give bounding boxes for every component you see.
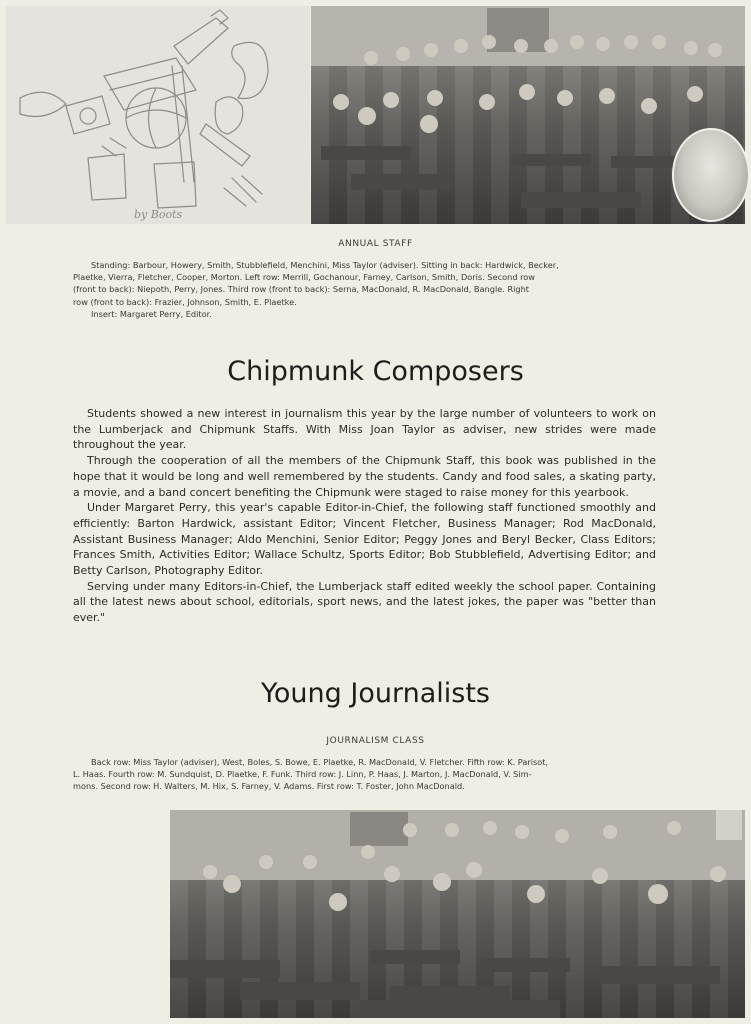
sketch-drawing	[6, 6, 310, 224]
caption-line: Plaetke, Vierra, Fletcher, Cooper, Morton. Left row: Merrill, Gochanour, Farney, Carlson, Smith, Doris. Second row	[73, 272, 536, 283]
classroom-scene	[170, 810, 745, 1018]
annual-staff-caption	[73, 259, 673, 320]
article-paragraph: Serving under many Editors-in-Chief, the Lumberjack staff edited weekly the school paper. Containing all the latest news about school, editorials, sport news, and the latest jokes, the paper was "better than ever."	[73, 579, 656, 625]
annual-staff-heading: ANNUAL STAFF	[338, 239, 413, 249]
journalism-class-photo	[170, 810, 745, 1018]
article-body	[73, 406, 656, 626]
journalism-class-caption	[73, 756, 673, 793]
article-title-young-journalists: Young Journalists	[261, 678, 490, 709]
caption-line: (front to back): Niepoth, Perry, Jones. Third row (front to back): Serna, MacDonald, R. MacDonald, Bangle. Right	[73, 284, 530, 295]
article-paragraph: Under Margaret Perry, this year's capable Editor-in-Chief, the following staff functioned smoothly and efficiently: Barton Hardwick, assistant Editor; Vincent Fletcher, Business Manager; Rod MacDonald, Assistant Business Manager; Aldo Menchini, Senior Editor; Peggy Jones and Beryl Becker, Class Editors; Frances Smith, Activities Editor; Wallace Schultz, Sports Editor; Bob Stubblefield, Advertising Editor; and Betty Carlson, Photography Editor.	[73, 501, 656, 578]
pencil-sketch-artwork	[6, 6, 310, 224]
caption-line: L. Haas. Fourth row: M. Sundquist, D. Plaetke, F. Funk. Third row: J. Linn, P. Haas, J. Marton, J. MacDonald, V. Sim-	[73, 769, 532, 780]
journalism-class-heading: JOURNALISM CLASS	[326, 736, 425, 746]
article-title-chipmunk-composers: Chipmunk Composers	[227, 356, 524, 387]
artist-signature: by Boots	[134, 208, 183, 221]
article-paragraph: Students showed a new interest in journalism this year by the large number of volunteers to work on the Lumberjack and Chipmunk Staffs. With Miss Joan Taylor as adviser, new strides were made throughout the year.	[73, 407, 656, 452]
caption-line: mons. Second row: H. Walters, M. Hix, S. Farney, V. Adams. First row: T. Foster, John MacDonald.	[73, 781, 465, 792]
caption-line: row (front to back): Frazier, Johnson, Smith, E. Plaetke.	[73, 296, 297, 307]
editor-inset-portrait	[672, 128, 750, 222]
caption-line: Insert: Margaret Perry, Editor.	[91, 308, 212, 319]
caption-line: Back row: Miss Taylor (adviser), West, Boles, S. Bowe, E. Plaetke, R. MacDonald, V. Fletcher. Fifth row: K. Parisot,	[91, 757, 549, 767]
article-paragraph: Through the cooperation of all the members of the Chipmunk Staff, this book was published in the hope that it would be long and well remembered by the students. Candy and food sales, a skating party, a movie, and a band concert benefiting the Chipmunk were staged to raise money for this yearbook.	[73, 454, 656, 499]
caption-line: Standing: Barbour, Howery, Smith, Stubblefield, Menchini, Miss Taylor (adviser). Sitting in back: Hardwick, Becker,	[91, 260, 559, 270]
